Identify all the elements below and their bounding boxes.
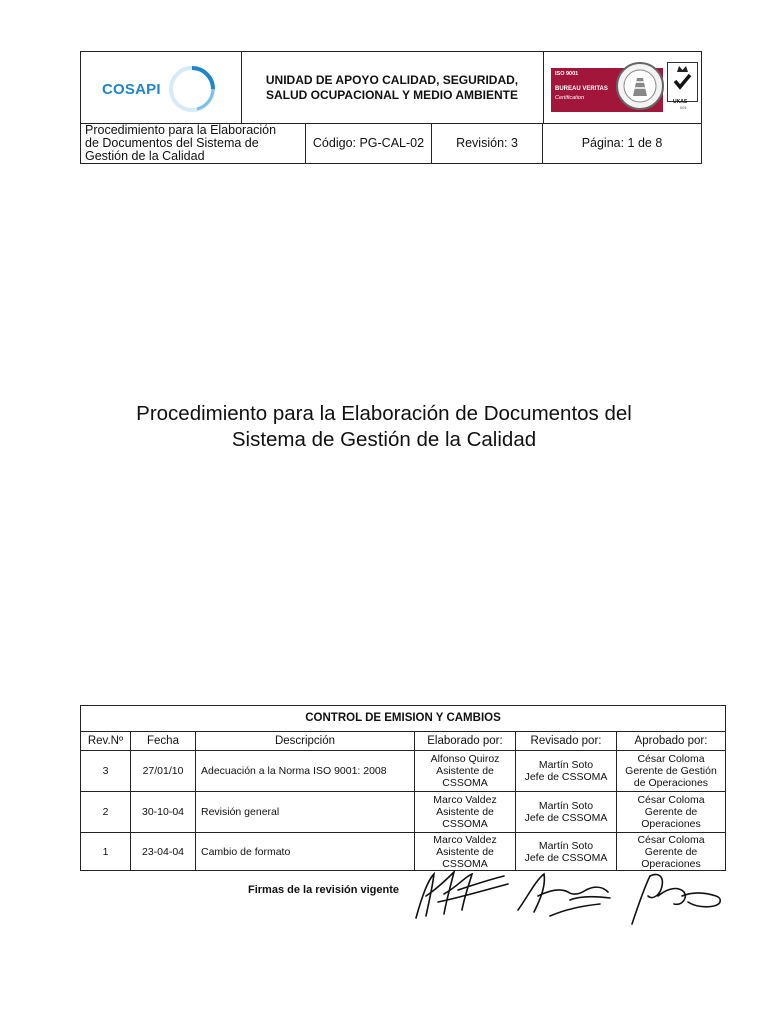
control-table-header-row bbox=[81, 731, 725, 751]
elaborado-role: Asistente de bbox=[436, 805, 494, 818]
unit-title-line1: UNIDAD DE APOYO CALIDAD, SEGURIDAD, bbox=[265, 72, 519, 87]
change-control-table bbox=[80, 705, 726, 871]
cell-aprobado bbox=[617, 750, 725, 791]
procedure-name-cell bbox=[81, 123, 306, 163]
col-header-elaborado: Elaborado por: bbox=[415, 731, 516, 750]
document-title bbox=[0, 401, 768, 453]
cell-fecha: 30-10-04 bbox=[131, 791, 196, 832]
procedure-name-line2: de Documentos del Sistema de bbox=[85, 135, 259, 150]
aprobado-area: Operaciones bbox=[641, 817, 701, 830]
elaborado-area: CSSOMA bbox=[442, 817, 488, 830]
cell-rev: 2 bbox=[81, 791, 131, 832]
aprobado-area: de Operaciones bbox=[633, 776, 709, 789]
elaborado-name: Marco Valdez bbox=[433, 833, 497, 846]
revisado-role: Jefe de CSSOMA bbox=[524, 770, 608, 783]
elaborado-area: CSSOMA bbox=[442, 857, 488, 870]
ukas-number: 001 bbox=[680, 105, 687, 110]
col-header-rev: Rev.Nº bbox=[81, 731, 131, 750]
procedure-name-line1: Procedimiento para la Elaboración bbox=[85, 122, 277, 137]
company-logo-text: COSAPI bbox=[102, 81, 161, 98]
aprobado-area: Operaciones bbox=[641, 857, 701, 870]
revisado-name: Martín Soto bbox=[538, 758, 594, 771]
revisado-role: Jefe de CSSOMA bbox=[524, 851, 608, 864]
cell-descripcion: Adecuación a la Norma ISO 9001: 2008 bbox=[196, 750, 415, 791]
iso-label: ISO 9001 bbox=[555, 71, 579, 77]
elaborado-name: Alfonso Quiroz bbox=[430, 752, 500, 765]
header-info-row bbox=[81, 123, 701, 163]
cell-rev: 1 bbox=[81, 832, 131, 871]
ukas-crown-check-icon bbox=[668, 63, 697, 97]
bv-name: BUREAU VERITAS bbox=[555, 86, 608, 92]
document-header bbox=[80, 51, 702, 164]
cell-aprobado bbox=[617, 791, 725, 832]
cosapi-ring-logo-icon bbox=[167, 64, 217, 114]
cell-descripcion: Revisión general bbox=[196, 791, 415, 832]
col-header-fecha: Fecha bbox=[131, 731, 196, 750]
elaborado-role: Asistente de bbox=[436, 764, 494, 777]
table-row bbox=[81, 791, 725, 833]
aprobado-role: Gerente de bbox=[644, 805, 698, 818]
document-title-line2: Sistema de Gestión de la Calidad bbox=[231, 428, 537, 451]
procedure-name-line3: Gestión de la Calidad bbox=[85, 148, 205, 163]
cell-revisado bbox=[516, 750, 617, 791]
revisado-name: Martín Soto bbox=[538, 839, 594, 852]
elaborado-name: Marco Valdez bbox=[433, 793, 497, 806]
cell-elaborado bbox=[415, 791, 516, 832]
cell-rev: 3 bbox=[81, 750, 131, 791]
cell-elaborado bbox=[415, 750, 516, 791]
signature-aprobado-icon bbox=[618, 866, 730, 928]
signature-elaborado-icon bbox=[408, 866, 516, 926]
aprobado-name: César Coloma bbox=[637, 793, 705, 806]
elaborado-role: Asistente de bbox=[436, 845, 494, 858]
certification-cell bbox=[543, 52, 701, 123]
document-title-line1: Procedimiento para la Elaboración de Documentos del bbox=[136, 402, 632, 425]
unit-title-line2: SALUD OCUPACIONAL Y MEDIO AMBIENTE bbox=[265, 87, 518, 102]
aprobado-role: Gerente de bbox=[644, 845, 698, 858]
document-code: Código: PG-CAL-02 bbox=[306, 123, 432, 163]
revisado-name: Martín Soto bbox=[538, 799, 594, 812]
ukas-mark bbox=[667, 62, 698, 105]
unit-title-cell bbox=[241, 52, 544, 123]
cell-fecha: 27/01/10 bbox=[131, 750, 196, 791]
cell-revisado bbox=[516, 791, 617, 832]
elaborado-area: CSSOMA bbox=[442, 776, 488, 789]
document-revision: Revisión: 3 bbox=[432, 123, 543, 163]
aprobado-name: César Coloma bbox=[637, 752, 705, 765]
bureau-veritas-seal-icon bbox=[615, 60, 665, 112]
cell-descripcion: Cambio de formato bbox=[196, 832, 415, 871]
col-header-revisado: Revisado por: bbox=[516, 731, 617, 750]
cell-fecha: 23-04-04 bbox=[131, 832, 196, 871]
ukas-label: UKAS bbox=[673, 99, 688, 105]
page-counter: Página: 1 de 8 bbox=[581, 136, 663, 150]
header-top-row bbox=[81, 52, 701, 124]
bv-sub: Certification bbox=[555, 95, 585, 101]
revisado-role: Jefe de CSSOMA bbox=[524, 811, 608, 824]
aprobado-role: Gerente de Gestión bbox=[625, 764, 717, 777]
control-table-caption: CONTROL DE EMISION Y CAMBIOS bbox=[81, 706, 725, 732]
aprobado-name: César Coloma bbox=[637, 833, 705, 846]
signatures-label: Firmas de la revisión vigente bbox=[248, 884, 400, 896]
table-row bbox=[81, 750, 725, 792]
col-header-descripcion: Descripción bbox=[196, 731, 415, 750]
signature-revisado-icon bbox=[510, 866, 622, 926]
col-header-aprobado: Aprobado por: bbox=[634, 734, 708, 747]
company-logo-cell bbox=[81, 52, 242, 123]
